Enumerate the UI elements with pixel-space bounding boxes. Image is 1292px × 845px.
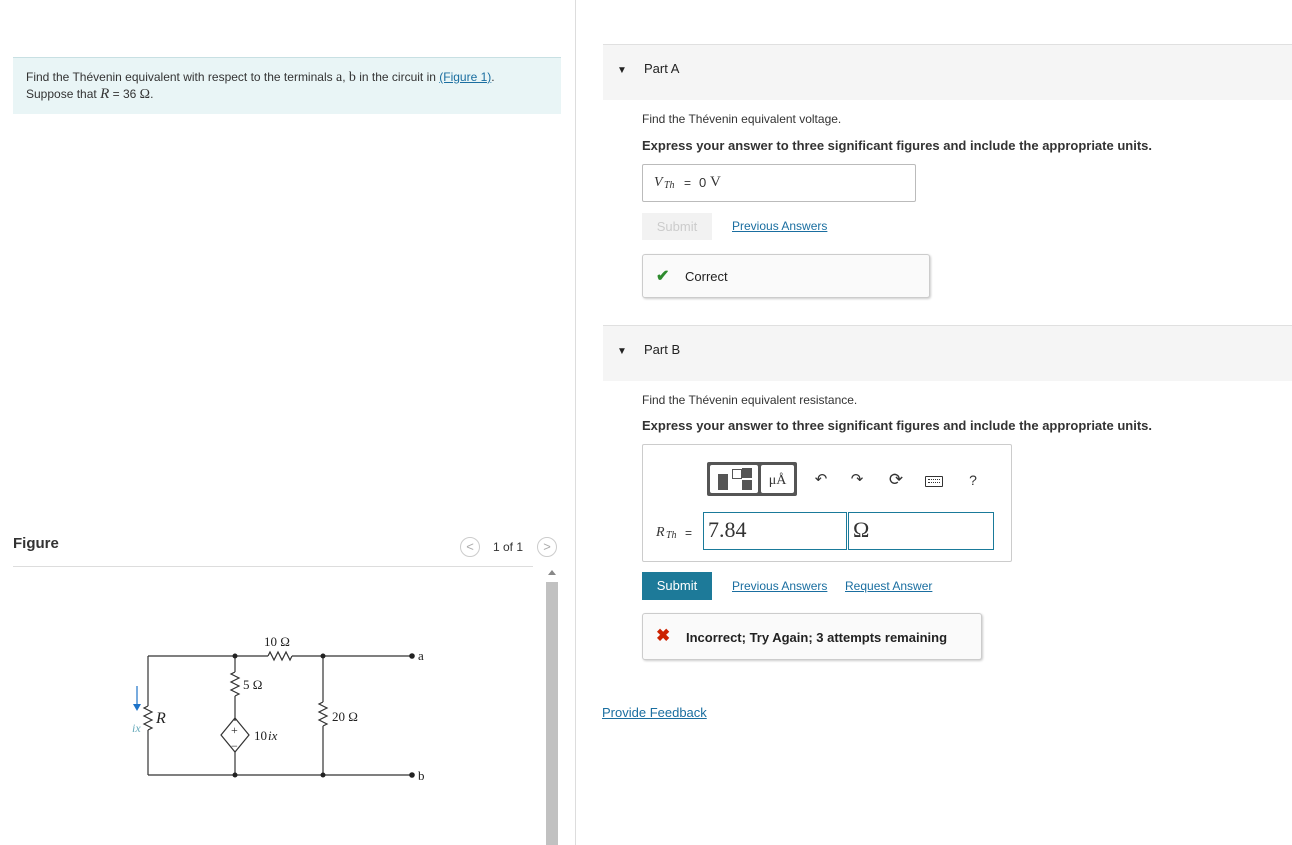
math-toolbar-group: [707, 462, 797, 496]
figure-link[interactable]: (Figure 1): [439, 70, 492, 84]
part-b-feedback: [642, 613, 982, 660]
dep-source-coef: 10: [254, 728, 267, 743]
comma: ,: [342, 70, 346, 84]
help-icon[interactable]: ?: [969, 472, 977, 488]
figure-divider: [13, 566, 533, 567]
node-dot: [321, 773, 326, 778]
terminal-b-label: b: [348, 70, 356, 85]
request-answer-link[interactable]: Request Answer: [845, 579, 933, 593]
problem-line-2: [26, 86, 153, 103]
part-b-instruction: Express your answer to three significant figures and include the appropriate units.: [642, 418, 1152, 433]
feedback-text: Correct: [685, 269, 728, 284]
current-ix-label: ix: [132, 721, 141, 735]
resistance-value: 36: [122, 87, 137, 101]
period: .: [491, 70, 495, 84]
period: .: [150, 87, 154, 101]
figure-heading: Figure: [13, 535, 59, 552]
var-r: R: [656, 525, 665, 540]
template-icon: [742, 480, 752, 490]
units-button[interactable]: [761, 465, 794, 493]
column-divider: [575, 0, 576, 845]
collapse-triangle-icon[interactable]: ▼: [617, 65, 627, 76]
problem-text: Find the Thévenin equivalent with respect to the terminals: [26, 70, 333, 84]
checkmark-icon: ✔: [656, 268, 670, 285]
dep-source-var: ix: [268, 728, 278, 743]
resistor-20-label: 20 Ω: [332, 709, 358, 724]
part-a-answer-box: [642, 164, 916, 202]
minus-sign: −: [231, 739, 238, 753]
part-b-question: Find the Thévenin equivalent resistance.: [642, 393, 858, 407]
keyboard-keys: [928, 482, 940, 484]
reset-icon[interactable]: ⟳: [888, 470, 904, 489]
resistance-unit-input[interactable]: Ω: [848, 512, 994, 550]
template-icon: [732, 469, 742, 479]
keyboard-keys: [928, 479, 940, 481]
prev-figure-button[interactable]: [460, 537, 480, 557]
part-a-title: Part A: [644, 61, 680, 76]
var-v: V: [654, 175, 663, 190]
answer-value: 0: [699, 175, 707, 190]
part-a-instruction: Express your answer to three significant figures and include the appropriate units.: [642, 138, 1152, 153]
template-icon: [742, 468, 752, 478]
chevron-left-icon: <: [466, 539, 474, 554]
node-dot: [321, 654, 326, 659]
part-b-title: Part B: [644, 342, 681, 357]
problem-line-1: [26, 70, 495, 86]
problem-text: Suppose that: [26, 87, 97, 101]
answer-unit: V: [710, 174, 721, 190]
resistor-10-label: 10 Ω: [264, 634, 290, 649]
ohm-unit: Ω: [139, 87, 151, 102]
terminal-b-dot: [409, 772, 415, 778]
var-r: R: [100, 86, 110, 102]
x-mark-icon: ✖: [656, 626, 671, 645]
scrollbar-thumb[interactable]: [546, 582, 558, 845]
templates-button[interactable]: [710, 465, 758, 493]
node-dot: [233, 654, 238, 659]
chevron-right-icon: >: [543, 539, 551, 554]
figure-pager: 1 of 1: [493, 540, 524, 554]
part-a-previous-answers-link[interactable]: Previous Answers: [732, 219, 828, 233]
problem-text: in the circuit in: [359, 70, 436, 84]
scroll-up-icon[interactable]: [548, 570, 556, 575]
part-a-question: Find the Thévenin equivalent voltage.: [642, 112, 842, 126]
next-figure-button[interactable]: [537, 537, 557, 557]
var-subscript: Th: [666, 530, 677, 541]
terminal-b-text: b: [418, 768, 425, 783]
part-a-submit-button[interactable]: Submit: [642, 213, 712, 240]
collapse-triangle-icon[interactable]: ▼: [617, 346, 627, 357]
equals-sign: =: [112, 87, 120, 101]
equals-sign: =: [685, 526, 693, 540]
current-arrow-icon: [133, 704, 141, 711]
part-b-previous-answers-link[interactable]: Previous Answers: [732, 579, 828, 593]
node-dot: [233, 773, 238, 778]
equals-sign: =: [684, 176, 692, 190]
redo-icon[interactable]: ↷: [850, 471, 864, 488]
circuit-diagram: [120, 620, 450, 800]
terminal-a-dot: [409, 653, 415, 659]
part-a-feedback: [642, 254, 930, 298]
part-b-submit-button[interactable]: Submit: [642, 572, 712, 600]
provide-feedback-link[interactable]: Provide Feedback: [602, 705, 707, 720]
undo-icon[interactable]: ↶: [814, 471, 828, 488]
problem-statement: [13, 57, 561, 114]
part-a-header[interactable]: [603, 44, 1292, 100]
resistance-value-input[interactable]: 7.84: [703, 512, 847, 550]
terminal-a-label: a: [335, 70, 343, 85]
plus-sign: +: [231, 723, 238, 737]
var-subscript: Th: [664, 180, 675, 191]
terminal-a-text: a: [418, 648, 424, 663]
keyboard-icon[interactable]: [925, 476, 943, 487]
feedback-text: Incorrect; Try Again; 3 attempts remaining: [686, 630, 948, 645]
units-icon: μÅ: [768, 473, 787, 488]
resistor-5-label: 5 Ω: [243, 677, 263, 692]
resistor-r-label: R: [156, 710, 166, 727]
template-icon: [718, 474, 728, 490]
part-b-header[interactable]: [603, 325, 1292, 381]
